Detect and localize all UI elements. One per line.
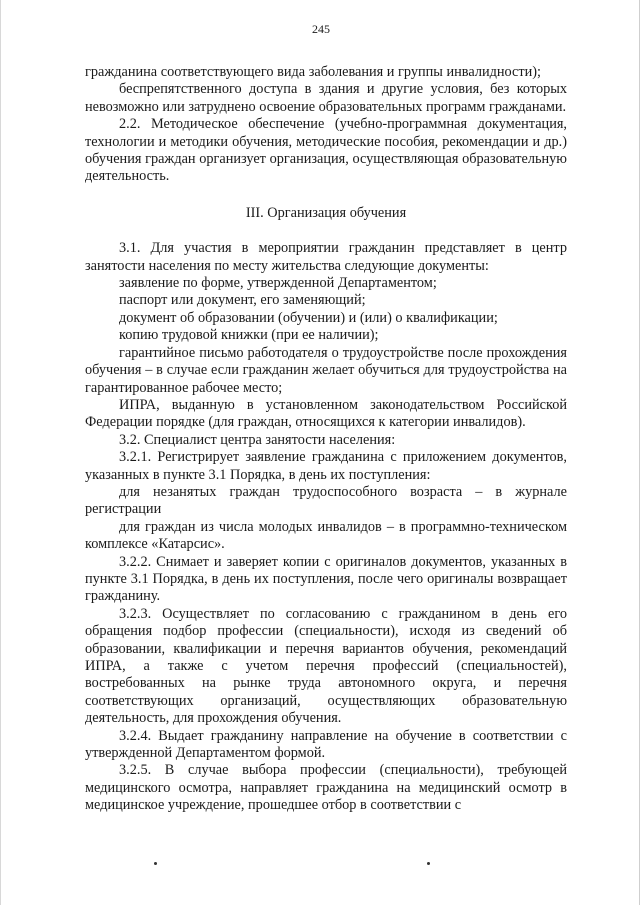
scan-speck: [154, 862, 157, 865]
paragraph: гражданина соответствующего вида заболевания и группы инвалидности);: [85, 64, 542, 80]
scan-speck: [427, 862, 430, 865]
paragraph: 3.2.5. В случае выбора профессии (специальности), требующей медицинского осмотра, направляет гражданина на медицинский осмотр в медицинское учреждение, прошедшее отбор в соответствии с: [85, 762, 567, 814]
paragraph: 3.2.2. Снимает и заверяет копии с оригиналов документов, указанных в пункте 3.1 Порядка, в день их поступления, после чего оригиналы возвращает гражданину.: [85, 553, 567, 605]
document-body: [85, 64, 567, 815]
paragraph: 3.2.1. Регистрирует заявление гражданина с приложением документов, указанных в пункте 3.1 Порядка, в день их поступления:: [85, 449, 567, 483]
page-number: 245: [312, 22, 330, 36]
list-item: для граждан из числа молодых инвалидов – в программно-техническом комплексе «Катарсис».: [85, 518, 567, 553]
list-item: для незанятых граждан трудоспособного возраста – в журнале регистрации: [85, 483, 567, 518]
list-item: документ об образовании (обучении) и (или) о квалификации;: [119, 309, 498, 326]
paragraph: 3.2.4. Выдает гражданину направление на обучение в соответствии с утвержденной Департаментом формой.: [85, 727, 567, 762]
paragraph: 3.2. Специалист центра занятости населения:: [119, 431, 396, 448]
paragraph: беспрепятственного доступа в здания и другие условия, без которых невозможно или затруднено освоение образовательных программ гражданами.: [85, 81, 567, 115]
list-item: паспорт или документ, его заменяющий;: [119, 292, 366, 309]
paragraph: 3.1. Для участия в мероприятии гражданин представляет в центр занятости населения по месту жительства следующие документы:: [85, 240, 567, 274]
list-item: гарантийное письмо работодателя о трудоустройстве после прохождения обучения – в случае если гражданин желает обучиться для трудоустройства на гарантированное рабочее место;: [85, 344, 567, 396]
paragraph: 2.2. Методическое обеспечение (учебно-программная документация, технологии и методики обучения, методические пособия, рекомендации и др.) обучения граждан организует организация, осуществляющая образовательную деятельность.: [85, 116, 567, 185]
list-item: ИПРА, выданную в установленном законодательством Российской Федерации порядке (для граждан, относящихся к категории инвалидов).: [85, 396, 567, 431]
section-title: III. Организация обучения: [245, 204, 407, 221]
paragraph: 3.2.3. Осуществляет по согласованию с гражданином в день его обращения подбор профессии (специальности), исходя из сведений об образовании, квалификации и перечня вариантов обучения, рекомендаций ИПРА, а также с учетом перечня профессий (специальностей), востребованных на рынке труда автономного округа, и перечня соответствующих организаций, осуществляющих образовательную деятельность, для прохождения обучения.: [85, 605, 567, 727]
list-item: заявление по форме, утвержденной Департаментом;: [119, 275, 437, 292]
list-item: копию трудовой книжки (при ее наличии);: [119, 327, 379, 344]
